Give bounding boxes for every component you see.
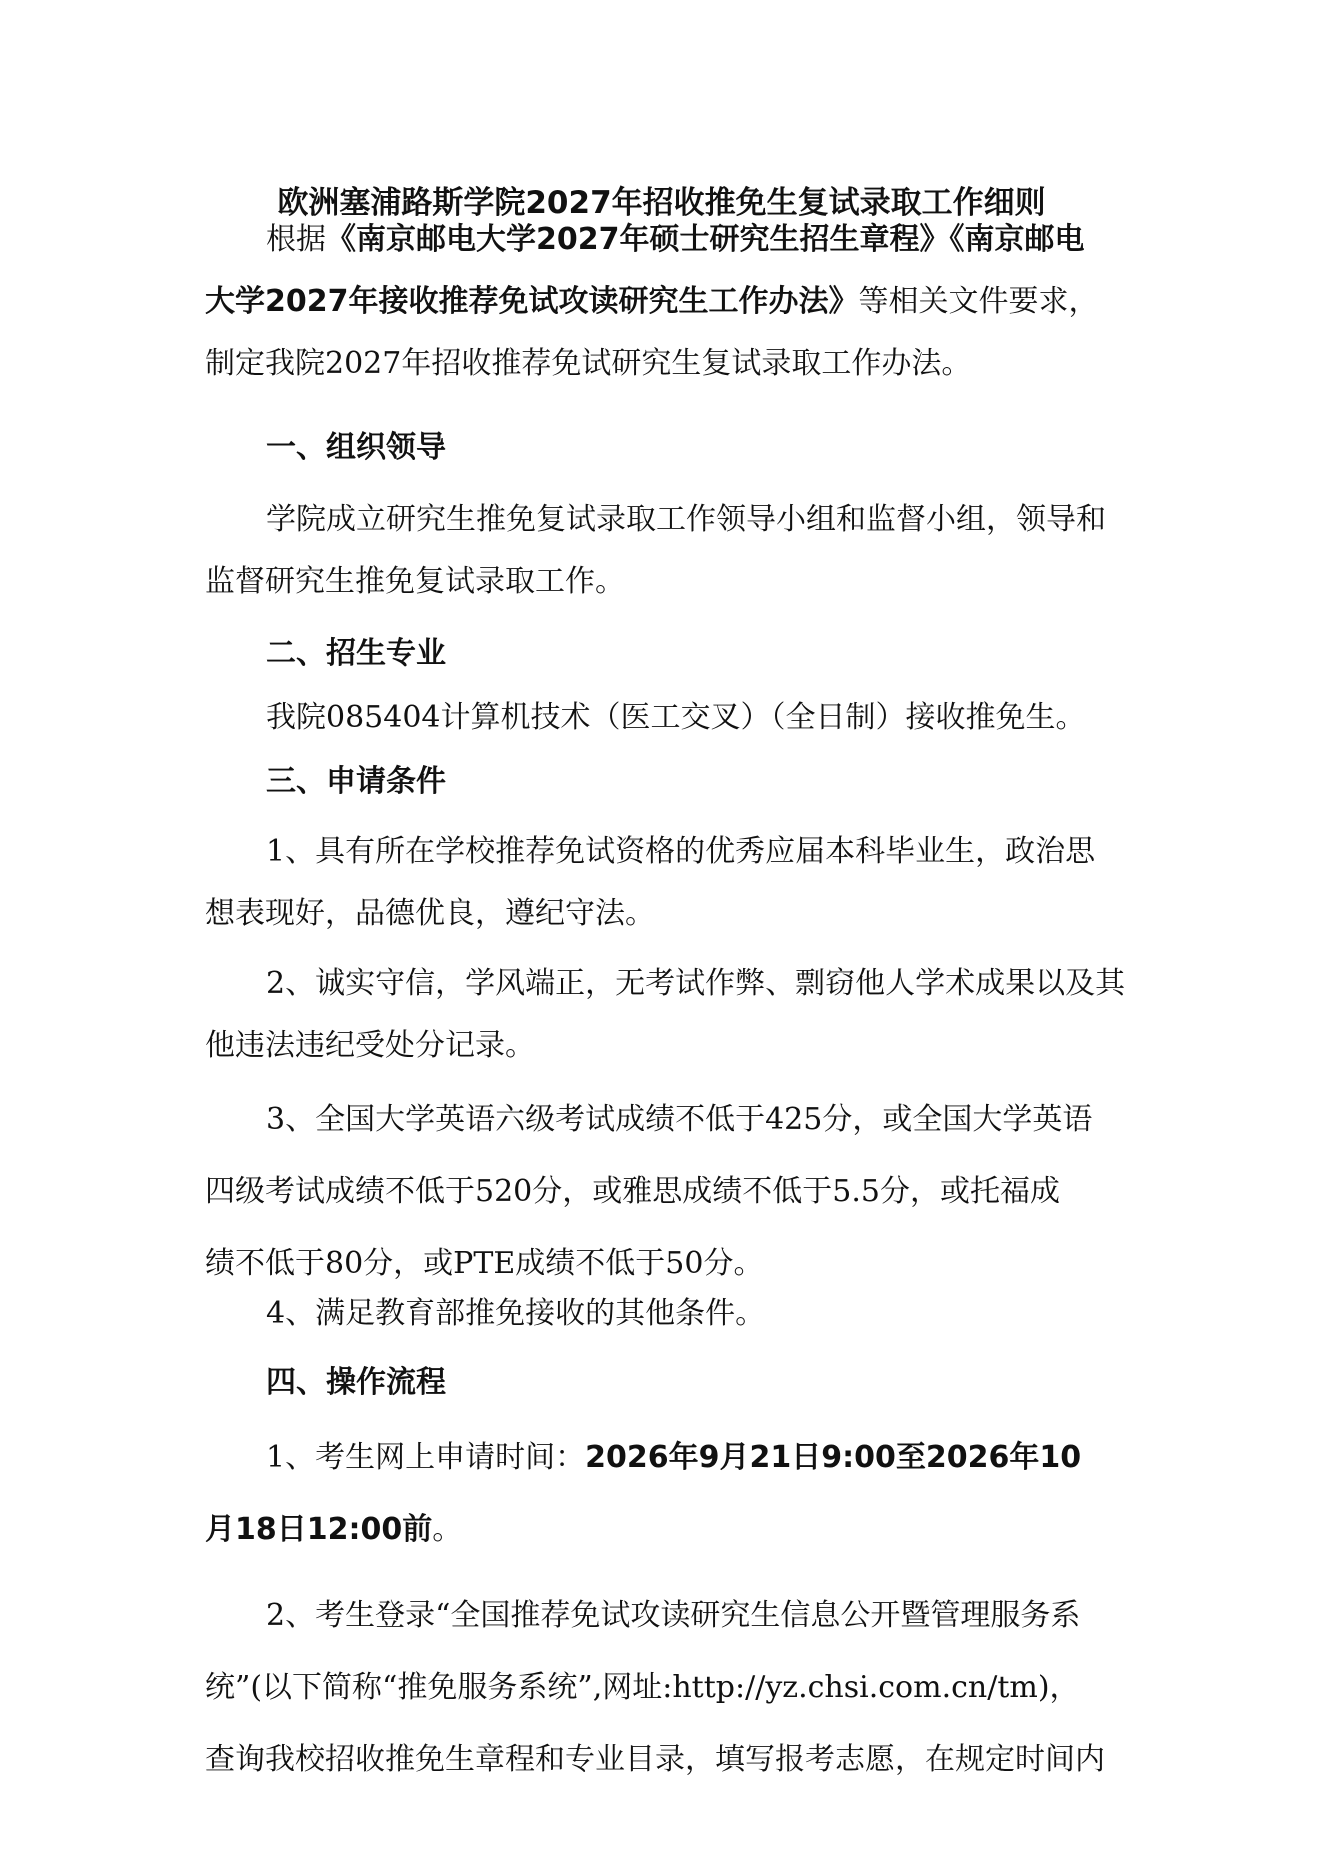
intro-regulation-title-1: 《南京邮电大学2027年硕士研究生招生章程》《南京邮电 bbox=[326, 222, 1085, 257]
section-heading-conditions: 三、申请条件 bbox=[266, 764, 446, 799]
procedure-2-line-3: 查询我校招收推免生章程和专业目录，填写报考志愿，在规定时间内 bbox=[205, 1742, 1105, 1777]
condition-3-line-2: 四级考试成绩不低于520分，或雅思成绩不低于5.5分，或托福成 bbox=[205, 1174, 1060, 1209]
condition-item-2 bbox=[205, 953, 1133, 1077]
intro-paragraph bbox=[205, 209, 1133, 395]
condition-3-line-1: 3、全国大学英语六级考试成绩不低于425分，或全国大学英语 bbox=[266, 1102, 1093, 1137]
major-line: 我院085404计算机技术（医工交叉）（全日制）接收推免生。 bbox=[266, 700, 1086, 735]
organization-line-1: 学院成立研究生推免复试录取工作领导小组和监督小组，领导和 bbox=[266, 502, 1106, 537]
procedure-item-1 bbox=[205, 1422, 1133, 1566]
section-heading-major: 二、招生专业 bbox=[266, 636, 446, 671]
condition-1-line-2: 想表现好，品德优良，遵纪守法。 bbox=[205, 896, 655, 931]
procedure-1-line-1 bbox=[205, 1422, 1133, 1494]
intro-line-2-tail: 等相关文件要求， bbox=[858, 284, 1099, 319]
intro-line-2 bbox=[205, 271, 1133, 333]
condition-item-3 bbox=[205, 1084, 1133, 1300]
section-conditions bbox=[205, 751, 1133, 813]
procedure-1-prefix: 1、考生网上申请时间： bbox=[266, 1440, 586, 1475]
section-heading-organization: 一、组织领导 bbox=[266, 430, 446, 465]
intro-line-3: 制定我院2027年招收推荐免试研究生复试录取工作办法。 bbox=[205, 346, 972, 381]
condition-2-line-2: 他违法违纪受处分记录。 bbox=[205, 1028, 535, 1063]
condition-1-line-1: 1、具有所在学校推荐免试资格的优秀应届本科毕业生，政治思 bbox=[266, 834, 1096, 869]
section-organization bbox=[205, 417, 1133, 479]
document-title: 欧洲塞浦路斯学院2027年招收推免生复试录取工作细则 bbox=[277, 185, 1046, 221]
condition-item-4 bbox=[205, 1283, 1133, 1345]
condition-3-line-3: 绩不低于80分，或PTE成绩不低于50分。 bbox=[205, 1246, 764, 1281]
procedure-1-time-end: 月18日12:00前 bbox=[205, 1512, 433, 1547]
procedure-item-2 bbox=[205, 1580, 1133, 1796]
procedure-1-line-2 bbox=[205, 1494, 1133, 1566]
section-procedure bbox=[205, 1352, 1133, 1414]
procedure-2-line-2: 统”(以下简称“推免服务系统”,网址:http://yz.chsi.com.cn/tm)， bbox=[205, 1670, 1080, 1705]
organization-line-2: 监督研究生推免复试录取工作。 bbox=[205, 564, 625, 599]
section-major bbox=[205, 623, 1133, 685]
condition-4-line: 4、满足教育部推免接收的其他条件。 bbox=[266, 1296, 766, 1331]
intro-line-1 bbox=[205, 209, 1133, 271]
procedure-1-time-start: 2026年9月21日9:00至2026年10 bbox=[585, 1440, 1082, 1475]
intro-regulation-title-2: 大学2027年接收推荐免试攻读研究生工作办法》 bbox=[205, 284, 859, 319]
condition-item-1 bbox=[205, 821, 1133, 945]
section-major-body bbox=[205, 687, 1133, 749]
procedure-2-line-1: 2、考生登录“全国推荐免试攻读研究生信息公开暨管理服务系 bbox=[266, 1598, 1081, 1633]
condition-2-line-1: 2、诚实守信，学风端正，无考试作弊、剽窃他人学术成果以及其 bbox=[266, 966, 1126, 1001]
procedure-1-suffix: 。 bbox=[432, 1512, 463, 1547]
section-organization-body bbox=[205, 489, 1133, 613]
intro-lead-text: 根据 bbox=[266, 222, 326, 257]
section-heading-procedure: 四、操作流程 bbox=[266, 1365, 446, 1400]
